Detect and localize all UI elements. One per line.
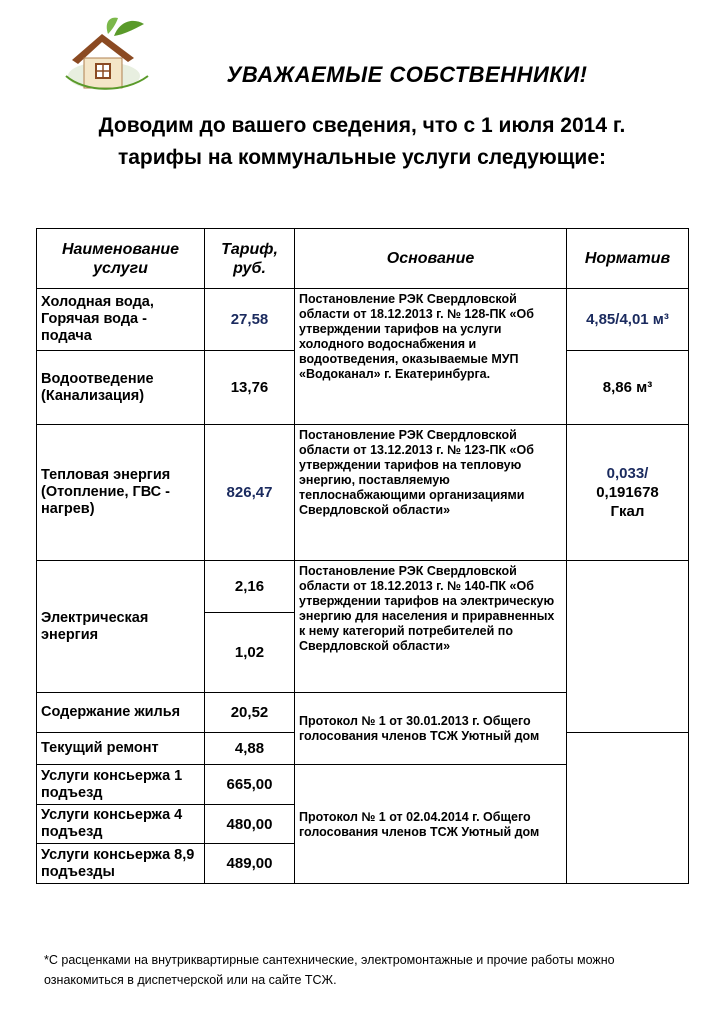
service-name: Содержание жилья bbox=[37, 693, 205, 733]
tariff-value: 489,00 bbox=[205, 844, 295, 884]
service-name: Услуги консьержа 8,9 подъезды bbox=[37, 844, 205, 884]
page-title: УВАЖАЕМЫЕ СОБСТВЕННИКИ! bbox=[226, 62, 588, 87]
basis-text: Протокол № 1 от 02.04.2014 г. Общего голосования членов ТСЖ Уютный дом bbox=[295, 765, 567, 884]
table-header-row bbox=[37, 229, 689, 289]
norm-value: 4,85/4,01 м³ bbox=[567, 289, 689, 351]
service-name: Услуги консьержа 4 подъезд bbox=[37, 805, 205, 844]
norm-line-1: 0,033/ bbox=[606, 465, 649, 482]
table-row bbox=[37, 289, 689, 351]
tariff-value: 480,00 bbox=[205, 805, 295, 844]
service-name: Водоотведение (Канализация) bbox=[37, 351, 205, 425]
service-name: Тепловая энергия (Отопление, ГВС - нагрев) bbox=[37, 425, 205, 561]
norm-value: 8,86 м³ bbox=[567, 351, 689, 425]
basis-text: Протокол № 1 от 30.01.2013 г. Общего голосования членов ТСЖ Уютный дом bbox=[295, 693, 567, 765]
tariff-value: 665,00 bbox=[205, 765, 295, 805]
tariff-value: 13,76 bbox=[205, 351, 295, 425]
col-header-service: Наименование услуги bbox=[37, 229, 205, 289]
table-row bbox=[37, 561, 689, 613]
basis-text: Постановление РЭК Свердловской области от 13.12.2013 г. № 123-ПК «Об утверждении тарифов на тепловую энергию, поставляемую теплоснабжающими организациями Свердловской области» bbox=[295, 425, 567, 561]
tariff-value: 4,88 bbox=[205, 733, 295, 765]
intro-text bbox=[0, 110, 724, 174]
norm-line-3: Гкал bbox=[610, 503, 645, 520]
tariff-table bbox=[36, 228, 689, 884]
tariff-value: 826,47 bbox=[205, 425, 295, 561]
basis-text: Постановление РЭК Свердловской области от 18.12.2013 г. № 128-ПК «Об утверждении тарифов на услуги холодного водоснабжения и водоотведения, оказываемые МУП «Водоканал» г. Екатеринбурга. bbox=[295, 289, 567, 425]
intro-line-2: тарифы на коммунальные услуги следующие: bbox=[117, 146, 607, 169]
table-row bbox=[37, 425, 689, 561]
tariff-value: 1,02 bbox=[205, 613, 295, 693]
col-header-norm: Норматив bbox=[567, 229, 689, 289]
tariff-value: 2,16 bbox=[205, 561, 295, 613]
col-header-tariff: Тариф, руб. bbox=[205, 229, 295, 289]
norm-value bbox=[567, 425, 689, 561]
norm-line-2: 0,191678 bbox=[596, 484, 659, 501]
norm-empty-cell bbox=[567, 733, 689, 884]
col-header-basis: Основание bbox=[295, 229, 567, 289]
service-name: Услуги консьержа 1 подъезд bbox=[37, 765, 205, 805]
norm-empty-cell bbox=[567, 561, 689, 733]
footnote: *С расценками на внутриквартирные сантехнические, электромонтажные и прочие работы можно ознакомиться в диспетчерской или на сайте ТСЖ. bbox=[44, 953, 615, 987]
service-name: Электрическая энергия bbox=[37, 561, 205, 693]
basis-text: Постановление РЭК Свердловской области от 18.12.2013 г. № 140-ПК «Об утверждении тарифов на электрическую энергию для населения и приравненных к нему категорий потребителей по Свердловской области» bbox=[295, 561, 567, 693]
tariff-value: 20,52 bbox=[205, 693, 295, 733]
intro-line-1: Доводим до вашего сведения, что с 1 июля 2014 г. bbox=[98, 114, 626, 137]
service-name: Холодная вода, Горячая вода - подача bbox=[37, 289, 205, 351]
tariff-value: 27,58 bbox=[205, 289, 295, 351]
service-name: Текущий ремонт bbox=[37, 733, 205, 765]
